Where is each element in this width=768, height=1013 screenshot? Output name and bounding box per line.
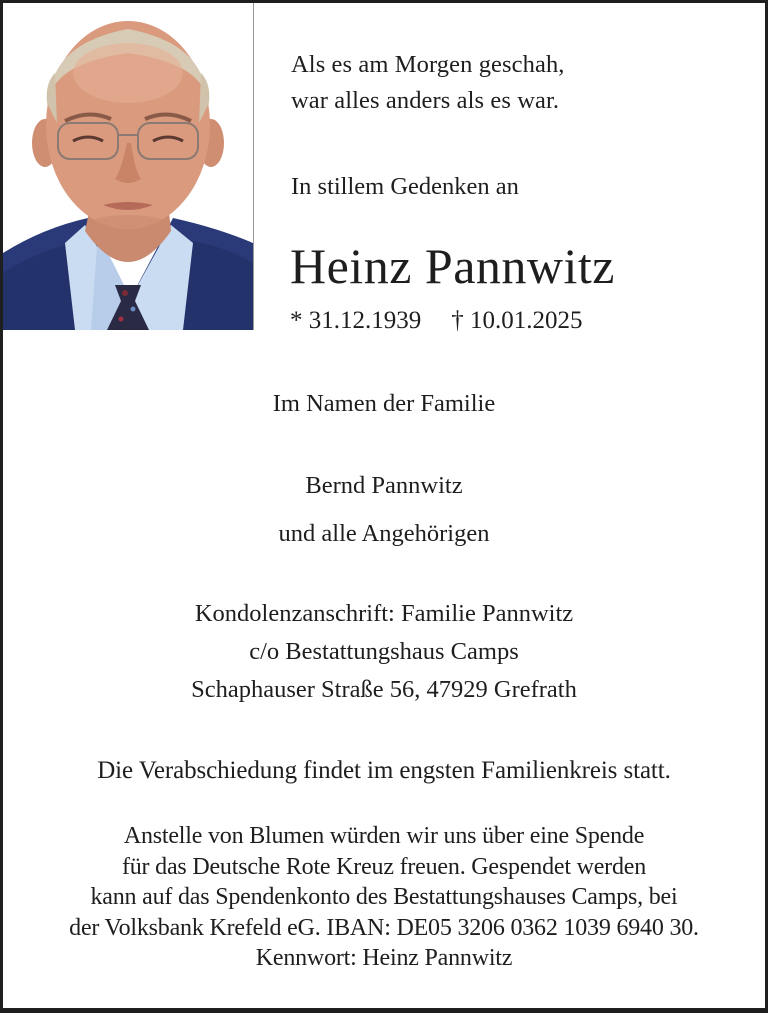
donation-note <box>3 821 765 974</box>
portrait-photo <box>3 3 254 330</box>
family-intro: Im Namen der Familie <box>272 390 496 417</box>
birth-symbol: * <box>290 307 303 334</box>
donation-line-5: Kennwort: Heinz Pannwitz <box>255 945 513 971</box>
verse-line-2: war alles anders als es war. <box>291 87 560 114</box>
cross-icon: † <box>451 307 464 334</box>
donation-line-4: der Volksbank Krefeld eG. IBAN: DE05 3206 0362 1039 6940 30. <box>69 914 699 941</box>
memory-text: In stillem Gedenken an <box>291 173 519 200</box>
family-name-2: und alle Angehörigen <box>278 520 490 547</box>
address-line-1: Kondolenzanschrift: Familie Pannwitz <box>194 600 574 627</box>
family-names <box>3 462 765 558</box>
birth-date: 31.12.1939 <box>308 307 422 334</box>
deceased-name: Heinz Pannwitz <box>290 238 615 294</box>
family-name-1: Bernd Pannwitz <box>305 472 463 499</box>
death-date: 10.01.2025 <box>470 307 583 334</box>
verse <box>291 47 565 119</box>
farewell-note: Die Verabschiedung findet im engsten Familienkreis statt. <box>97 757 671 784</box>
address-line-2: c/o Bestattungshaus Camps <box>249 638 519 665</box>
verse-line-1: Als es am Morgen geschah, <box>291 51 565 78</box>
donation-line-1: Anstelle von Blumen würden wir uns über eine Spende <box>123 823 645 849</box>
condolence-address <box>3 595 765 709</box>
donation-line-3: kann auf das Spendenkonto des Bestattungshauses Camps, bei <box>90 884 678 910</box>
address-line-3: Schaphauser Straße 56, 47929 Grefrath <box>191 676 577 703</box>
donation-line-2: für das Deutsche Rote Kreuz freuen. Gespendet werden <box>121 853 647 880</box>
portrait-image <box>3 3 253 330</box>
life-dates <box>290 303 583 339</box>
